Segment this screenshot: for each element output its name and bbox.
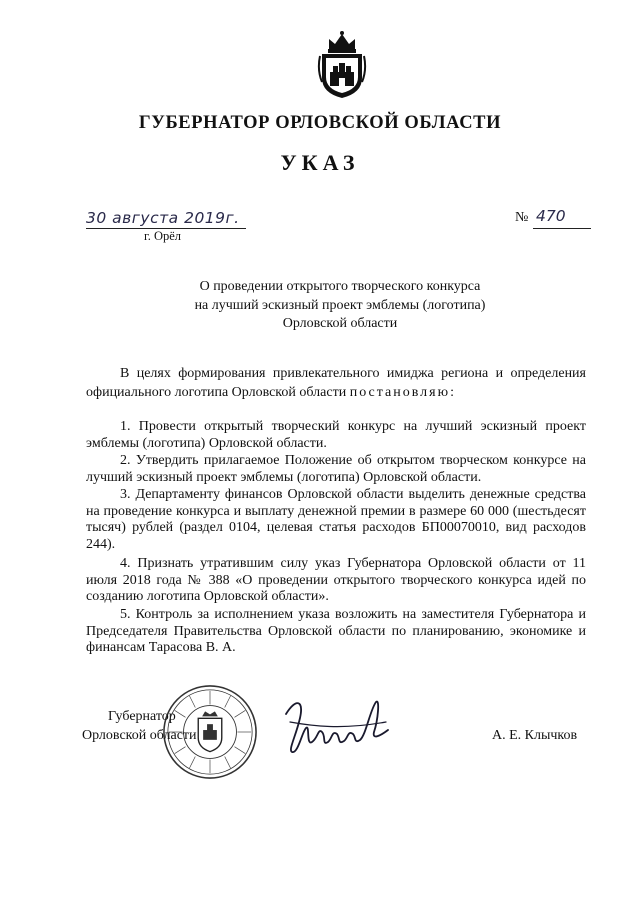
handwritten-number: 470 <box>536 207 566 225</box>
decree-item: 2. Утвердить прилагаемое Положение об открытом творческом конкурсе на лучший эскизный проект эмблемы (логотипа) Орловской области. <box>86 453 586 485</box>
handwritten-date: 30 августа 2019г. <box>86 209 240 227</box>
document-type: УКАЗ <box>280 150 360 175</box>
preamble-text: В целях формирования привлекательного имиджа региона и определения официального логотипа Орловской области <box>86 366 586 400</box>
signatory-position-line1: Губернатор <box>108 709 176 724</box>
decree-item: 1. Провести открытый творческий конкурс на лучший эскизный проект эмблемы (логотипа) Орловской области. <box>86 419 586 451</box>
signatory-name: А. Е. Клычков <box>492 728 578 743</box>
decree-item: 3. Департаменту финансов Орловской области выделить денежные средства на проведение конкурса и выплату денежной премии в размере 60 000 (шестьдесят тысяч) рублей (раздел 0104, целевая статья расходов БП00070010, вид расходов 244). <box>86 487 586 552</box>
decree-item: 5. Контроль за исполнением указа возложить на заместителя Губернатора и Председателя Правительства Орловской области по планированию, экономике и финансам Тарасова В. А. <box>86 607 586 655</box>
city-label: г. Орёл <box>144 229 182 243</box>
preamble-paragraph <box>86 365 586 402</box>
signatory-position-line2: Орловской области <box>82 728 197 743</box>
decree-title <box>90 278 590 334</box>
title-line: Орловской области <box>282 316 398 331</box>
decree-item: 4. Признать утратившим силу указ Губернатора Орловской области от 11 июля 2018 года № 388 «О проведении открытого творческого конкурса идей по созданию логотипа Орловской области». <box>86 556 586 604</box>
handwritten-signature <box>282 692 390 758</box>
title-line: О проведении открытого творческого конкурса <box>199 279 481 294</box>
preamble-keyword: постановляю: <box>349 384 456 400</box>
title-line: на лучший эскизный проект эмблемы (логотипа) <box>194 297 486 313</box>
issuing-authority: ГУБЕРНАТОР ОРЛОВСКОЙ ОБЛАСТИ <box>138 113 502 133</box>
coat-of-arms-icon <box>316 30 368 100</box>
number-underline <box>533 228 591 229</box>
number-sign: № <box>515 210 529 225</box>
